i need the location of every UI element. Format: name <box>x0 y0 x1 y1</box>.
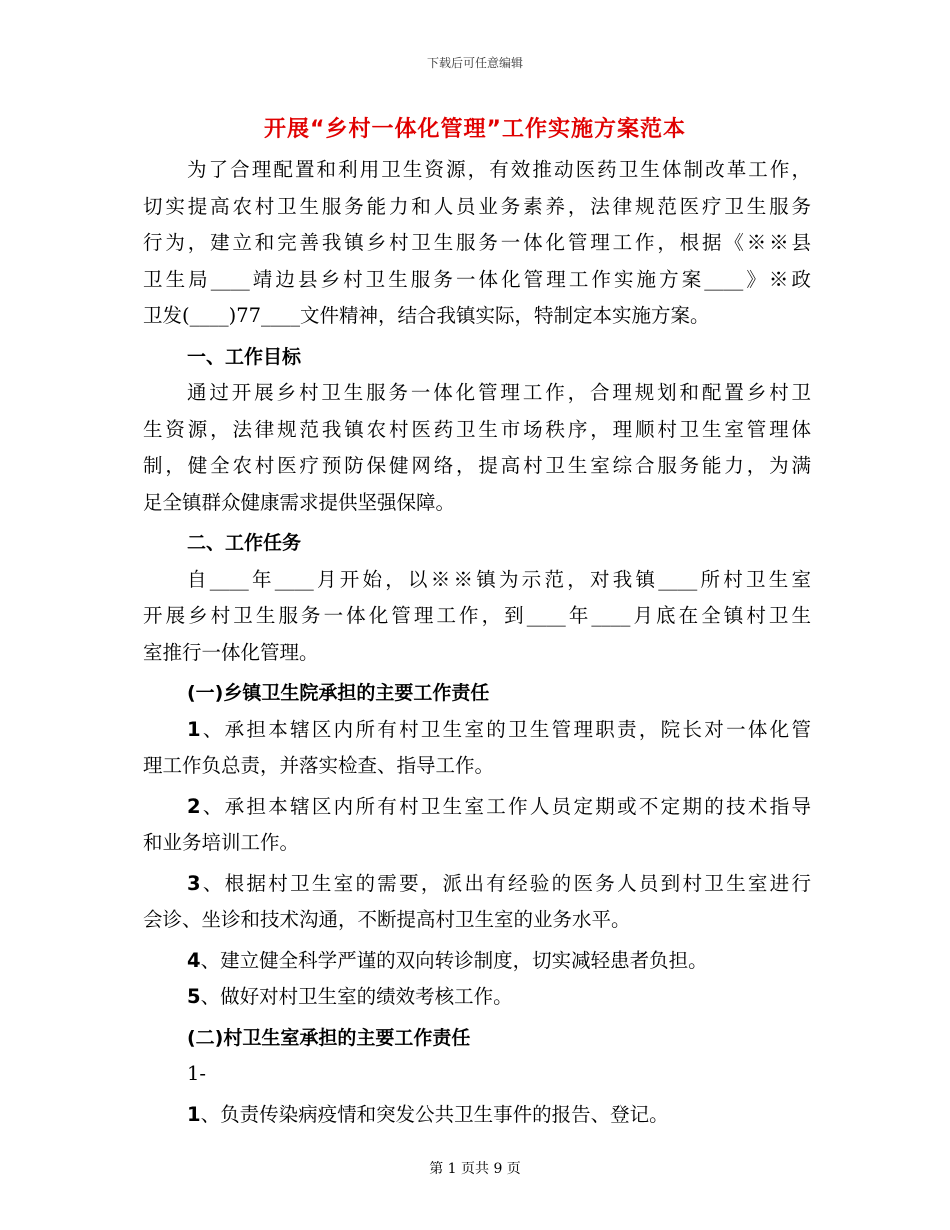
intro-line-3: 行为，建立和完善我镇乡村卫生服务一体化管理工作，根据《※※县 <box>143 231 811 254</box>
goals-line-1: 通过开展乡村卫生服务一体化管理工作，合理规划和配置乡村卫 <box>187 381 811 404</box>
tasks-line-3: 室推行一体化管理。 <box>143 640 319 664</box>
township-item-4-line-1 <box>143 943 811 980</box>
item-number: 1 <box>187 1102 201 1126</box>
goals-line-4: 足全镇群众健康需求提供坚强保障。 <box>143 490 456 514</box>
village-stray-marker: 1- <box>187 1062 206 1085</box>
township-item-2-line-2: 和业务培训工作。 <box>143 831 300 854</box>
subsection-heading-township: (一)乡镇卫生院承担的主要工作责任 <box>187 682 490 704</box>
page-header-note: 下载后可任意编辑 <box>426 56 523 70</box>
document-title: 开展“乡村一体化管理”工作实施方案范本 <box>264 117 686 142</box>
village-item-1-line-1 <box>143 1097 811 1134</box>
intro-line-1: 为了合理配置和利用卫生资源，有效推动医药卫生体制改革工作， <box>187 158 811 181</box>
tasks-line-1: 自____年____月开始，以※※镇为示范，对我镇____所村卫生室 <box>187 567 811 591</box>
section-heading-tasks: 二、工作任务 <box>187 532 302 554</box>
tasks-line-2: 开展乡村卫生服务一体化管理工作，到____年____月底在全镇村卫生 <box>143 604 811 627</box>
item-number: 4 <box>187 948 201 972</box>
township-item-1-line-2: 理工作负总责，并落实检查、指导工作。 <box>143 754 495 777</box>
intro-line-4: 卫生局____靖边县乡村卫生服务一体化管理工作实施方案____》※政 <box>143 267 811 291</box>
township-item-3-line-1 <box>143 866 811 903</box>
township-item-3-line-2: 会诊、坐诊和技术沟通，不断提高村卫生室的业务水平。 <box>143 908 631 931</box>
item-number: 1 <box>187 717 201 741</box>
document-body <box>143 152 811 1133</box>
item-text: 、负责传染病疫情和突发公共卫生事件的报告、登记。 <box>200 1102 669 1126</box>
item-text: 、承担本辖区内所有村卫生室的卫生管理职责，院长对一体化管 <box>200 717 811 741</box>
intro-line-5: 卫发(____)77____文件精神，结合我镇实际，特制定本实施方案。 <box>143 304 710 327</box>
township-item-5-line-1 <box>143 979 811 1016</box>
subsection-heading-village: (二)村卫生室承担的主要工作责任 <box>187 1026 471 1049</box>
goals-line-3: 制，健全农村医疗预防保健网络，提高村卫生室综合服务能力，为满 <box>143 454 811 477</box>
item-number: 3 <box>187 871 201 895</box>
township-item-2-line-1 <box>143 789 811 826</box>
goals-line-2: 生资源，法律规范我镇农村医药卫生市场秩序，理顺村卫生室管理体 <box>143 417 811 441</box>
page-footer: 第 1 页共 9 页 <box>429 1161 521 1177</box>
item-text: 、根据村卫生室的需要，派出有经验的医务人员到村卫生室进行 <box>200 871 811 895</box>
item-text: 、建立健全科学严谨的双向转诊制度，切实减轻患者负担。 <box>200 948 708 972</box>
item-number: 2 <box>187 794 201 818</box>
item-text: 、承担本辖区内所有村卫生室工作人员定期或不定期的技术指导 <box>200 794 811 818</box>
item-number: 5 <box>187 985 201 1008</box>
item-text: 、做好对村卫生室的绩效考核工作。 <box>200 985 513 1008</box>
intro-line-2: 切实提高农村卫生服务能力和人员业务素养，法律规范医疗卫生服务 <box>143 194 811 218</box>
township-item-1-line-1 <box>143 712 811 749</box>
section-heading-goals: 一、工作目标 <box>187 345 302 368</box>
